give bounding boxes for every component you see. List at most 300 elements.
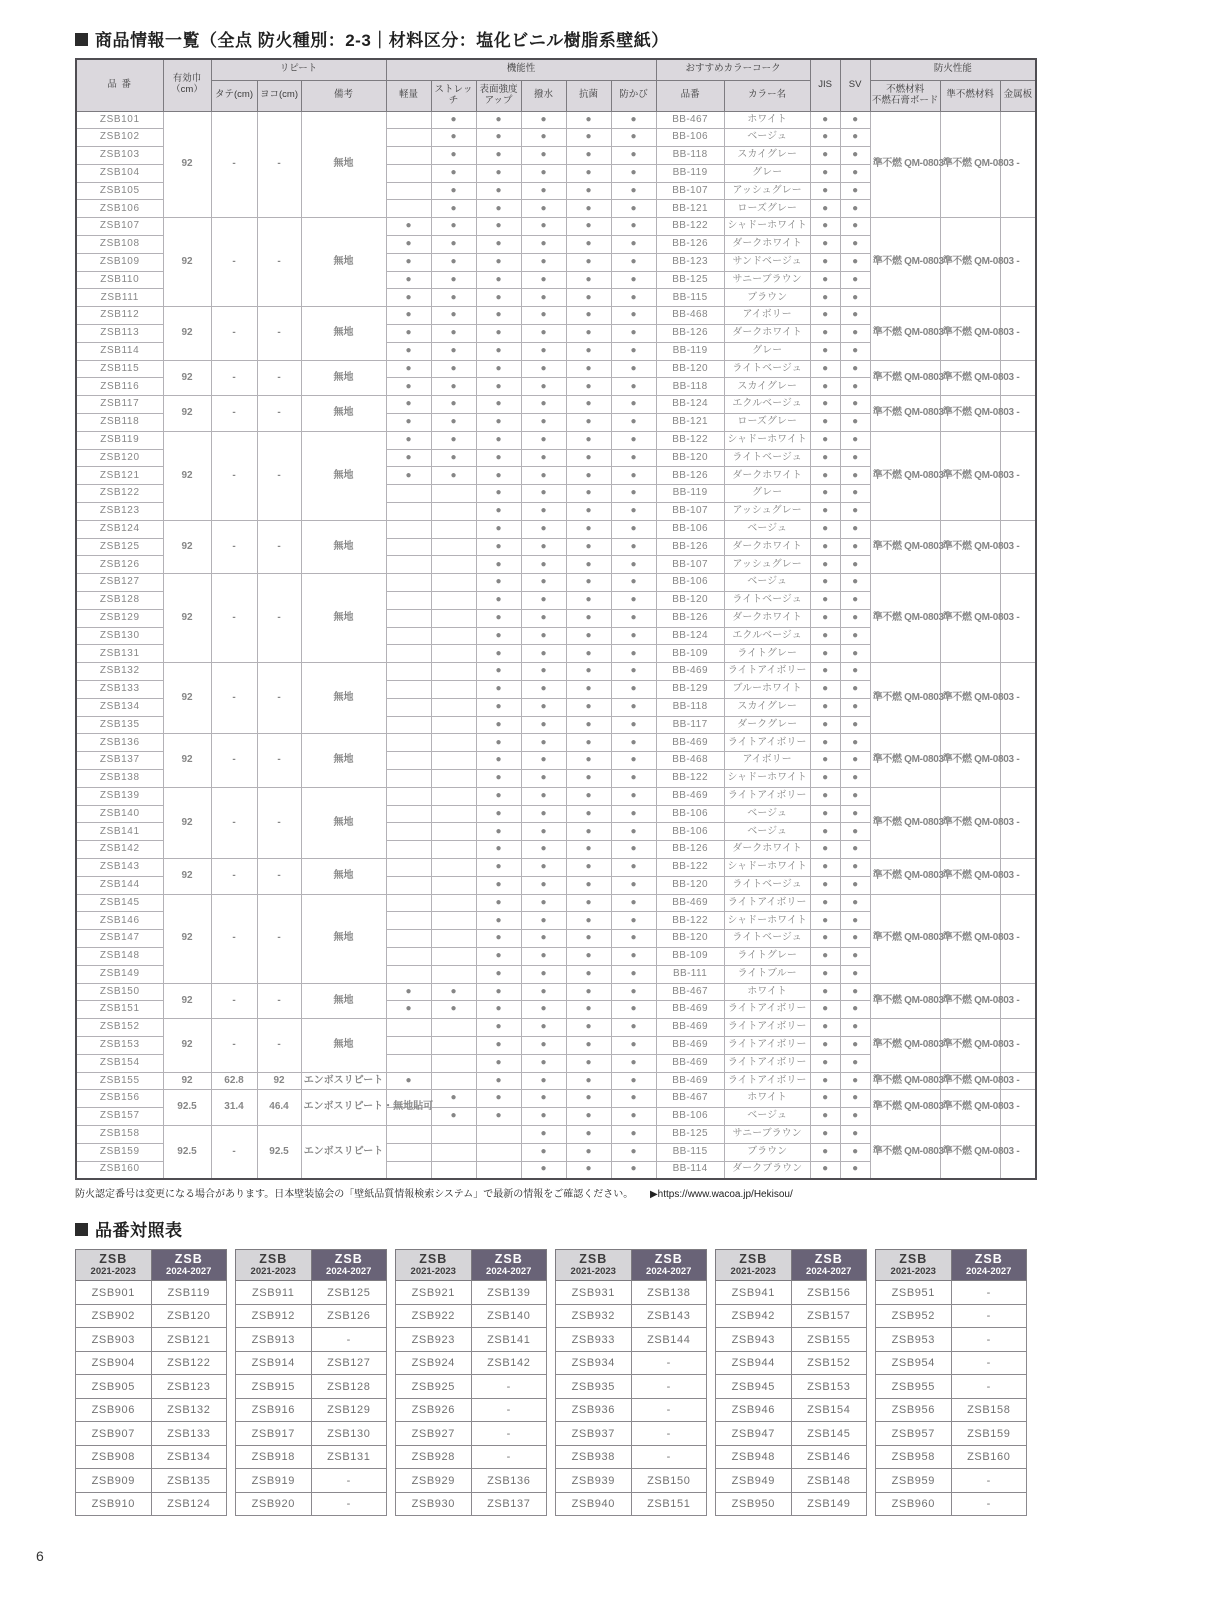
fire-noncombustible-cell: 準不燃 QM-0803 bbox=[870, 734, 940, 787]
col-header-effective-width: 有効巾 （cm） bbox=[163, 59, 211, 111]
feature-dot-water-repellent: ● bbox=[521, 734, 566, 752]
feature-dot-lightweight bbox=[386, 734, 431, 752]
jis-dot: ● bbox=[810, 1019, 840, 1037]
feature-dot-antibacterial: ● bbox=[566, 129, 611, 147]
color-name-cell: ベージュ bbox=[724, 1108, 810, 1126]
feature-dot-anti-mold: ● bbox=[611, 1036, 656, 1054]
feature-dot-surface-strength: ● bbox=[476, 360, 521, 378]
color-name-cell: ホワイト bbox=[724, 983, 810, 1001]
product-code-cell: ZSB126 bbox=[76, 556, 163, 574]
feature-dot-anti-mold: ● bbox=[611, 645, 656, 663]
color-code-cell: BB-469 bbox=[656, 1019, 724, 1037]
sv-dot: ● bbox=[840, 1125, 870, 1143]
color-code-cell: BB-122 bbox=[656, 218, 724, 236]
old-product-code: ZSB957 bbox=[876, 1422, 952, 1446]
color-code-cell: BB-109 bbox=[656, 947, 724, 965]
mapping-row bbox=[716, 1281, 867, 1305]
wallpaper-info-link[interactable]: ▶https://www.wacoa.jp/Hekisou/ bbox=[649, 1188, 793, 1200]
fire-quasi-noncombustible-cell: 準不燃 QM-0803 bbox=[940, 360, 1000, 396]
fire-noncombustible-cell: 準不燃 QM-0803 bbox=[870, 1090, 940, 1126]
feature-dot-anti-mold: ● bbox=[611, 983, 656, 1001]
new-product-code: - bbox=[471, 1422, 547, 1446]
new-product-code: ZSB127 bbox=[311, 1351, 387, 1375]
feature-dot-surface-strength: ● bbox=[476, 1090, 521, 1108]
feature-dot-antibacterial: ● bbox=[566, 467, 611, 485]
product-code-cell: ZSB114 bbox=[76, 342, 163, 360]
sv-dot: ● bbox=[840, 1072, 870, 1090]
new-product-code: - bbox=[471, 1375, 547, 1399]
color-name-cell: サンドベージュ bbox=[724, 253, 810, 271]
product-code-cell: ZSB130 bbox=[76, 627, 163, 645]
color-name-cell: エクルベージュ bbox=[724, 627, 810, 645]
old-product-code: ZSB916 bbox=[236, 1398, 312, 1422]
feature-dot-surface-strength: ● bbox=[476, 609, 521, 627]
new-product-code: ZSB146 bbox=[791, 1445, 867, 1469]
feature-dot-antibacterial: ● bbox=[566, 609, 611, 627]
feature-dot-stretch bbox=[431, 574, 476, 592]
feature-dot-water-repellent: ● bbox=[521, 485, 566, 503]
new-product-code: - bbox=[951, 1351, 1027, 1375]
jis-dot: ● bbox=[810, 378, 840, 396]
feature-dot-lightweight bbox=[386, 164, 431, 182]
sv-dot: ● bbox=[840, 236, 870, 254]
new-product-code: - bbox=[951, 1328, 1027, 1352]
fire-noncombustible-cell: 準不燃 QM-0803 bbox=[870, 858, 940, 894]
feature-dot-anti-mold: ● bbox=[611, 325, 656, 343]
fire-metal-plate-cell: - bbox=[1000, 1090, 1036, 1126]
jis-dot: ● bbox=[810, 592, 840, 610]
old-product-code: ZSB901 bbox=[76, 1281, 152, 1305]
product-code-cell: ZSB122 bbox=[76, 485, 163, 503]
feature-dot-anti-mold: ● bbox=[611, 111, 656, 129]
repeat-horizontal-cell: - bbox=[257, 983, 301, 1019]
fire-quasi-noncombustible-cell: 準不燃 QM-0803 bbox=[940, 858, 1000, 894]
sv-dot: ● bbox=[840, 129, 870, 147]
fire-noncombustible-cell: 準不燃 QM-0803 bbox=[870, 663, 940, 734]
feature-dot-water-repellent: ● bbox=[521, 271, 566, 289]
color-name-cell: グレー bbox=[724, 164, 810, 182]
mapping-row bbox=[236, 1398, 387, 1422]
jis-dot: ● bbox=[810, 574, 840, 592]
product-code-cell: ZSB127 bbox=[76, 574, 163, 592]
sv-dot: ● bbox=[840, 681, 870, 699]
feature-dot-water-repellent: ● bbox=[521, 360, 566, 378]
feature-dot-stretch bbox=[431, 912, 476, 930]
col-header-remarks: 備考 bbox=[301, 80, 386, 111]
col-header-color-name: カラー名 bbox=[724, 80, 810, 111]
feature-dot-antibacterial: ● bbox=[566, 378, 611, 396]
old-product-code: ZSB919 bbox=[236, 1469, 312, 1493]
fire-metal-plate-cell: - bbox=[1000, 858, 1036, 894]
repeat-horizontal-cell: - bbox=[257, 894, 301, 983]
repeat-vertical-cell: 62.8 bbox=[211, 1072, 257, 1090]
feature-dot-anti-mold: ● bbox=[611, 1054, 656, 1072]
feature-dot-stretch bbox=[431, 823, 476, 841]
section2-title: 品番対照表 bbox=[95, 1220, 183, 1240]
product-code-cell: ZSB109 bbox=[76, 253, 163, 271]
sv-dot: ● bbox=[840, 147, 870, 165]
product-code-cell: ZSB105 bbox=[76, 182, 163, 200]
col-header-repeat-vertical: タテ(cm) bbox=[211, 80, 257, 111]
color-name-cell: ベージュ bbox=[724, 129, 810, 147]
feature-dot-lightweight bbox=[386, 787, 431, 805]
color-name-cell: アッシュグレー bbox=[724, 556, 810, 574]
fire-noncombustible-cell: 準不燃 QM-0803 bbox=[870, 307, 940, 360]
color-name-cell: ライトアイボリー bbox=[724, 1019, 810, 1037]
col-header-functionality: 機能性 bbox=[386, 59, 656, 80]
product-code-cell: ZSB123 bbox=[76, 503, 163, 521]
old-product-code: ZSB945 bbox=[716, 1375, 792, 1399]
feature-dot-stretch bbox=[431, 1125, 476, 1143]
repeat-vertical-cell: - bbox=[211, 307, 257, 360]
old-product-code: ZSB911 bbox=[236, 1281, 312, 1305]
old-product-code: ZSB937 bbox=[556, 1422, 632, 1446]
feature-dot-surface-strength: ● bbox=[476, 307, 521, 325]
feature-dot-lightweight: ● bbox=[386, 983, 431, 1001]
mapping-row bbox=[876, 1375, 1027, 1399]
new-product-code: - bbox=[951, 1281, 1027, 1305]
feature-dot-lightweight bbox=[386, 1054, 431, 1072]
new-product-code: - bbox=[951, 1375, 1027, 1399]
feature-dot-anti-mold: ● bbox=[611, 609, 656, 627]
feature-dot-lightweight bbox=[386, 503, 431, 521]
product-code-cell: ZSB150 bbox=[76, 983, 163, 1001]
feature-dot-antibacterial: ● bbox=[566, 716, 611, 734]
fire-metal-plate-cell: - bbox=[1000, 1125, 1036, 1178]
feature-dot-water-repellent: ● bbox=[521, 1001, 566, 1019]
old-product-code: ZSB932 bbox=[556, 1304, 632, 1328]
feature-dot-surface-strength: ● bbox=[476, 289, 521, 307]
feature-dot-water-repellent: ● bbox=[521, 164, 566, 182]
old-product-code: ZSB950 bbox=[716, 1492, 792, 1516]
new-product-code: ZSB133 bbox=[151, 1422, 227, 1446]
feature-dot-stretch: ● bbox=[431, 271, 476, 289]
cmp-header-old: ZSB 2021-2023 bbox=[236, 1249, 312, 1280]
feature-dot-anti-mold: ● bbox=[611, 841, 656, 859]
feature-dot-antibacterial: ● bbox=[566, 200, 611, 218]
feature-dot-antibacterial: ● bbox=[566, 396, 611, 414]
fire-certification-note bbox=[75, 1185, 1035, 1200]
color-code-cell: BB-106 bbox=[656, 520, 724, 538]
color-code-cell: BB-469 bbox=[656, 894, 724, 912]
sv-dot: ● bbox=[840, 200, 870, 218]
jis-dot: ● bbox=[810, 930, 840, 948]
feature-dot-lightweight: ● bbox=[386, 378, 431, 396]
sv-dot: ● bbox=[840, 592, 870, 610]
feature-dot-lightweight: ● bbox=[386, 236, 431, 254]
feature-dot-anti-mold: ● bbox=[611, 414, 656, 432]
feature-dot-stretch bbox=[431, 698, 476, 716]
sv-dot: ● bbox=[840, 111, 870, 129]
feature-dot-antibacterial: ● bbox=[566, 983, 611, 1001]
mapping-row bbox=[876, 1328, 1027, 1352]
feature-dot-stretch: ● bbox=[431, 289, 476, 307]
feature-dot-stretch bbox=[431, 769, 476, 787]
new-product-code: - bbox=[471, 1398, 547, 1422]
fire-quasi-noncombustible-cell: 準不燃 QM-0803 bbox=[940, 1072, 1000, 1090]
sv-dot: ● bbox=[840, 663, 870, 681]
feature-dot-water-repellent: ● bbox=[521, 111, 566, 129]
feature-dot-stretch bbox=[431, 485, 476, 503]
mapping-row bbox=[556, 1304, 707, 1328]
old-product-code: ZSB929 bbox=[396, 1469, 472, 1493]
mapping-row bbox=[556, 1492, 707, 1516]
product-code-cell: ZSB113 bbox=[76, 325, 163, 343]
col-header-repeat-horizontal: ヨコ(cm) bbox=[257, 80, 301, 111]
old-product-code: ZSB936 bbox=[556, 1398, 632, 1422]
product-code-cell: ZSB147 bbox=[76, 930, 163, 948]
new-product-code: - bbox=[311, 1469, 387, 1493]
feature-dot-surface-strength: ● bbox=[476, 111, 521, 129]
jis-dot: ● bbox=[810, 556, 840, 574]
color-name-cell: ブラウン bbox=[724, 1143, 810, 1161]
feature-dot-water-repellent: ● bbox=[521, 592, 566, 610]
feature-dot-lightweight bbox=[386, 698, 431, 716]
color-name-cell: ダークグレー bbox=[724, 716, 810, 734]
remarks-cell: 無地 bbox=[301, 983, 386, 1019]
square-bullet-icon bbox=[75, 1223, 88, 1236]
feature-dot-anti-mold: ● bbox=[611, 431, 656, 449]
color-code-cell: BB-115 bbox=[656, 1143, 724, 1161]
remarks-cell: 無地 bbox=[301, 663, 386, 734]
feature-dot-anti-mold: ● bbox=[611, 449, 656, 467]
old-product-code: ZSB939 bbox=[556, 1469, 632, 1493]
product-code-cell: ZSB128 bbox=[76, 592, 163, 610]
feature-dot-lightweight bbox=[386, 894, 431, 912]
section1-title: 商品情報一覧（全点 防火種別：2-3｜材料区分：塩化ビニル樹脂系壁紙） bbox=[95, 31, 669, 50]
feature-dot-anti-mold: ● bbox=[611, 200, 656, 218]
product-code-cell: ZSB111 bbox=[76, 289, 163, 307]
new-product-code: - bbox=[311, 1492, 387, 1516]
fire-metal-plate-cell: - bbox=[1000, 431, 1036, 520]
old-product-code: ZSB953 bbox=[876, 1328, 952, 1352]
color-code-cell: BB-124 bbox=[656, 627, 724, 645]
feature-dot-water-repellent: ● bbox=[521, 841, 566, 859]
feature-dot-anti-mold: ● bbox=[611, 1143, 656, 1161]
feature-dot-surface-strength: ● bbox=[476, 752, 521, 770]
mapping-row bbox=[556, 1445, 707, 1469]
jis-dot: ● bbox=[810, 947, 840, 965]
fire-metal-plate-cell: - bbox=[1000, 360, 1036, 396]
new-product-code: ZSB159 bbox=[951, 1422, 1027, 1446]
feature-dot-water-repellent: ● bbox=[521, 396, 566, 414]
feature-dot-lightweight bbox=[386, 823, 431, 841]
feature-dot-antibacterial: ● bbox=[566, 182, 611, 200]
fire-quasi-noncombustible-cell: 準不燃 QM-0803 bbox=[940, 396, 1000, 432]
fire-quasi-noncombustible-cell: 準不燃 QM-0803 bbox=[940, 983, 1000, 1019]
fire-noncombustible-cell: 準不燃 QM-0803 bbox=[870, 1019, 940, 1072]
col-header-noncombustible: 不燃材料 不燃石膏ボード bbox=[870, 80, 940, 111]
feature-dot-lightweight bbox=[386, 147, 431, 165]
col-header-quasi-noncombustible: 準不燃材料 bbox=[940, 80, 1000, 111]
code-mapping-table-4 bbox=[555, 1249, 707, 1516]
mapping-row bbox=[556, 1281, 707, 1305]
feature-dot-surface-strength: ● bbox=[476, 805, 521, 823]
sv-dot: ● bbox=[840, 947, 870, 965]
feature-dot-antibacterial: ● bbox=[566, 1125, 611, 1143]
product-row bbox=[76, 894, 1036, 912]
feature-dot-antibacterial: ● bbox=[566, 538, 611, 556]
sv-dot: ● bbox=[840, 538, 870, 556]
old-product-code: ZSB956 bbox=[876, 1398, 952, 1422]
feature-dot-water-repellent: ● bbox=[521, 698, 566, 716]
feature-dot-surface-strength: ● bbox=[476, 876, 521, 894]
color-code-cell: BB-467 bbox=[656, 983, 724, 1001]
repeat-vertical-cell: 31.4 bbox=[211, 1090, 257, 1126]
feature-dot-water-repellent: ● bbox=[521, 538, 566, 556]
feature-dot-anti-mold: ● bbox=[611, 1001, 656, 1019]
feature-dot-water-repellent: ● bbox=[521, 858, 566, 876]
mapping-row bbox=[716, 1351, 867, 1375]
product-code-cell: ZSB117 bbox=[76, 396, 163, 414]
product-code-cell: ZSB153 bbox=[76, 1036, 163, 1054]
color-code-cell: BB-107 bbox=[656, 556, 724, 574]
feature-dot-lightweight bbox=[386, 645, 431, 663]
feature-dot-surface-strength: ● bbox=[476, 645, 521, 663]
feature-dot-anti-mold: ● bbox=[611, 289, 656, 307]
feature-dot-anti-mold: ● bbox=[611, 769, 656, 787]
feature-dot-anti-mold: ● bbox=[611, 1161, 656, 1179]
feature-dot-water-repellent: ● bbox=[521, 200, 566, 218]
new-product-code: ZSB135 bbox=[151, 1469, 227, 1493]
feature-dot-antibacterial: ● bbox=[566, 912, 611, 930]
product-code-cell: ZSB101 bbox=[76, 111, 163, 129]
feature-dot-surface-strength: ● bbox=[476, 823, 521, 841]
old-product-code: ZSB926 bbox=[396, 1398, 472, 1422]
fire-quasi-noncombustible-cell: 準不燃 QM-0803 bbox=[940, 574, 1000, 663]
col-header-jis: JIS bbox=[810, 59, 840, 111]
remarks-cell: 無地 bbox=[301, 307, 386, 360]
color-code-cell: BB-106 bbox=[656, 574, 724, 592]
feature-dot-stretch bbox=[431, 556, 476, 574]
jis-dot: ● bbox=[810, 983, 840, 1001]
old-product-code: ZSB942 bbox=[716, 1304, 792, 1328]
cmp-header-old: ZSB 2021-2023 bbox=[716, 1249, 792, 1280]
fire-quasi-noncombustible-cell: 準不燃 QM-0803 bbox=[940, 218, 1000, 307]
old-product-code: ZSB908 bbox=[76, 1445, 152, 1469]
feature-dot-water-repellent: ● bbox=[521, 769, 566, 787]
feature-dot-antibacterial: ● bbox=[566, 449, 611, 467]
color-code-cell: BB-126 bbox=[656, 609, 724, 627]
sv-dot: ● bbox=[840, 930, 870, 948]
color-code-cell: BB-469 bbox=[656, 1072, 724, 1090]
jis-dot: ● bbox=[810, 182, 840, 200]
cmp-header-old: ZSB 2021-2023 bbox=[396, 1249, 472, 1280]
fire-noncombustible-cell: 準不燃 QM-0803 bbox=[870, 983, 940, 1019]
feature-dot-anti-mold: ● bbox=[611, 716, 656, 734]
feature-dot-surface-strength: ● bbox=[476, 1072, 521, 1090]
sv-dot: ● bbox=[840, 752, 870, 770]
feature-dot-lightweight bbox=[386, 752, 431, 770]
feature-dot-lightweight bbox=[386, 841, 431, 859]
color-name-cell: スカイグレー bbox=[724, 698, 810, 716]
feature-dot-surface-strength: ● bbox=[476, 325, 521, 343]
jis-dot: ● bbox=[810, 164, 840, 182]
code-mapping-table-3 bbox=[395, 1249, 547, 1516]
cmp-header-old: ZSB 2021-2023 bbox=[876, 1249, 952, 1280]
feature-dot-surface-strength: ● bbox=[476, 182, 521, 200]
feature-dot-antibacterial: ● bbox=[566, 414, 611, 432]
feature-dot-stretch bbox=[431, 716, 476, 734]
feature-dot-stretch bbox=[431, 1036, 476, 1054]
color-name-cell: アイボリー bbox=[724, 752, 810, 770]
feature-dot-antibacterial: ● bbox=[566, 1036, 611, 1054]
effective-width-cell: 92 bbox=[163, 663, 211, 734]
feature-dot-lightweight bbox=[386, 876, 431, 894]
color-name-cell: ダークホワイト bbox=[724, 325, 810, 343]
repeat-vertical-cell: - bbox=[211, 111, 257, 218]
mapping-row bbox=[396, 1422, 547, 1446]
feature-dot-water-repellent: ● bbox=[521, 342, 566, 360]
color-name-cell: ホワイト bbox=[724, 111, 810, 129]
feature-dot-surface-strength: ● bbox=[476, 858, 521, 876]
fire-quasi-noncombustible-cell: 準不燃 QM-0803 bbox=[940, 1019, 1000, 1072]
feature-dot-surface-strength: ● bbox=[476, 271, 521, 289]
jis-dot: ● bbox=[810, 289, 840, 307]
sv-dot: ● bbox=[840, 1001, 870, 1019]
mapping-row bbox=[876, 1398, 1027, 1422]
feature-dot-antibacterial: ● bbox=[566, 752, 611, 770]
feature-dot-antibacterial: ● bbox=[566, 965, 611, 983]
new-product-code: - bbox=[631, 1375, 707, 1399]
mapping-row bbox=[236, 1469, 387, 1493]
fire-metal-plate-cell: - bbox=[1000, 396, 1036, 432]
col-header-color-code: 品番 bbox=[656, 80, 724, 111]
feature-dot-water-repellent: ● bbox=[521, 983, 566, 1001]
repeat-horizontal-cell: - bbox=[257, 787, 301, 858]
effective-width-cell: 92.5 bbox=[163, 1090, 211, 1126]
footnote-text: 防火認定番号は変更になる場合があります。日本壁装協会の「壁紙品質情報検索システム」で最新の情報をご確認ください。 bbox=[75, 1188, 634, 1200]
feature-dot-antibacterial: ● bbox=[566, 520, 611, 538]
remarks-cell: エンボスリピート・無地貼可 bbox=[301, 1090, 386, 1126]
new-product-code: ZSB155 bbox=[791, 1328, 867, 1352]
feature-dot-stretch bbox=[431, 645, 476, 663]
feature-dot-stretch: ● bbox=[431, 431, 476, 449]
old-product-code: ZSB949 bbox=[716, 1469, 792, 1493]
repeat-horizontal-cell: - bbox=[257, 574, 301, 663]
repeat-horizontal-cell: - bbox=[257, 858, 301, 894]
color-name-cell: ベージュ bbox=[724, 520, 810, 538]
feature-dot-lightweight bbox=[386, 200, 431, 218]
sv-dot: ● bbox=[840, 182, 870, 200]
sv-dot: ● bbox=[840, 574, 870, 592]
color-name-cell: ダークホワイト bbox=[724, 538, 810, 556]
fire-noncombustible-cell: 準不燃 QM-0803 bbox=[870, 396, 940, 432]
old-product-code: ZSB909 bbox=[76, 1469, 152, 1493]
fire-noncombustible-cell: 準不燃 QM-0803 bbox=[870, 894, 940, 983]
product-code-cell: ZSB121 bbox=[76, 467, 163, 485]
effective-width-cell: 92 bbox=[163, 396, 211, 432]
color-name-cell: ローズグレー bbox=[724, 414, 810, 432]
color-code-cell: BB-121 bbox=[656, 200, 724, 218]
feature-dot-stretch bbox=[431, 734, 476, 752]
feature-dot-stretch bbox=[431, 681, 476, 699]
product-row bbox=[76, 111, 1036, 129]
feature-dot-lightweight: ● bbox=[386, 396, 431, 414]
col-header-antibacterial: 抗菌 bbox=[566, 80, 611, 111]
feature-dot-surface-strength: ● bbox=[476, 983, 521, 1001]
jis-dot: ● bbox=[810, 734, 840, 752]
feature-dot-antibacterial: ● bbox=[566, 645, 611, 663]
remarks-cell: 無地 bbox=[301, 787, 386, 858]
jis-dot: ● bbox=[810, 449, 840, 467]
old-product-code: ZSB907 bbox=[76, 1422, 152, 1446]
new-product-code: ZSB137 bbox=[471, 1492, 547, 1516]
color-name-cell: エクルベージュ bbox=[724, 396, 810, 414]
feature-dot-water-repellent: ● bbox=[521, 787, 566, 805]
color-code-cell: BB-125 bbox=[656, 271, 724, 289]
feature-dot-surface-strength: ● bbox=[476, 1001, 521, 1019]
